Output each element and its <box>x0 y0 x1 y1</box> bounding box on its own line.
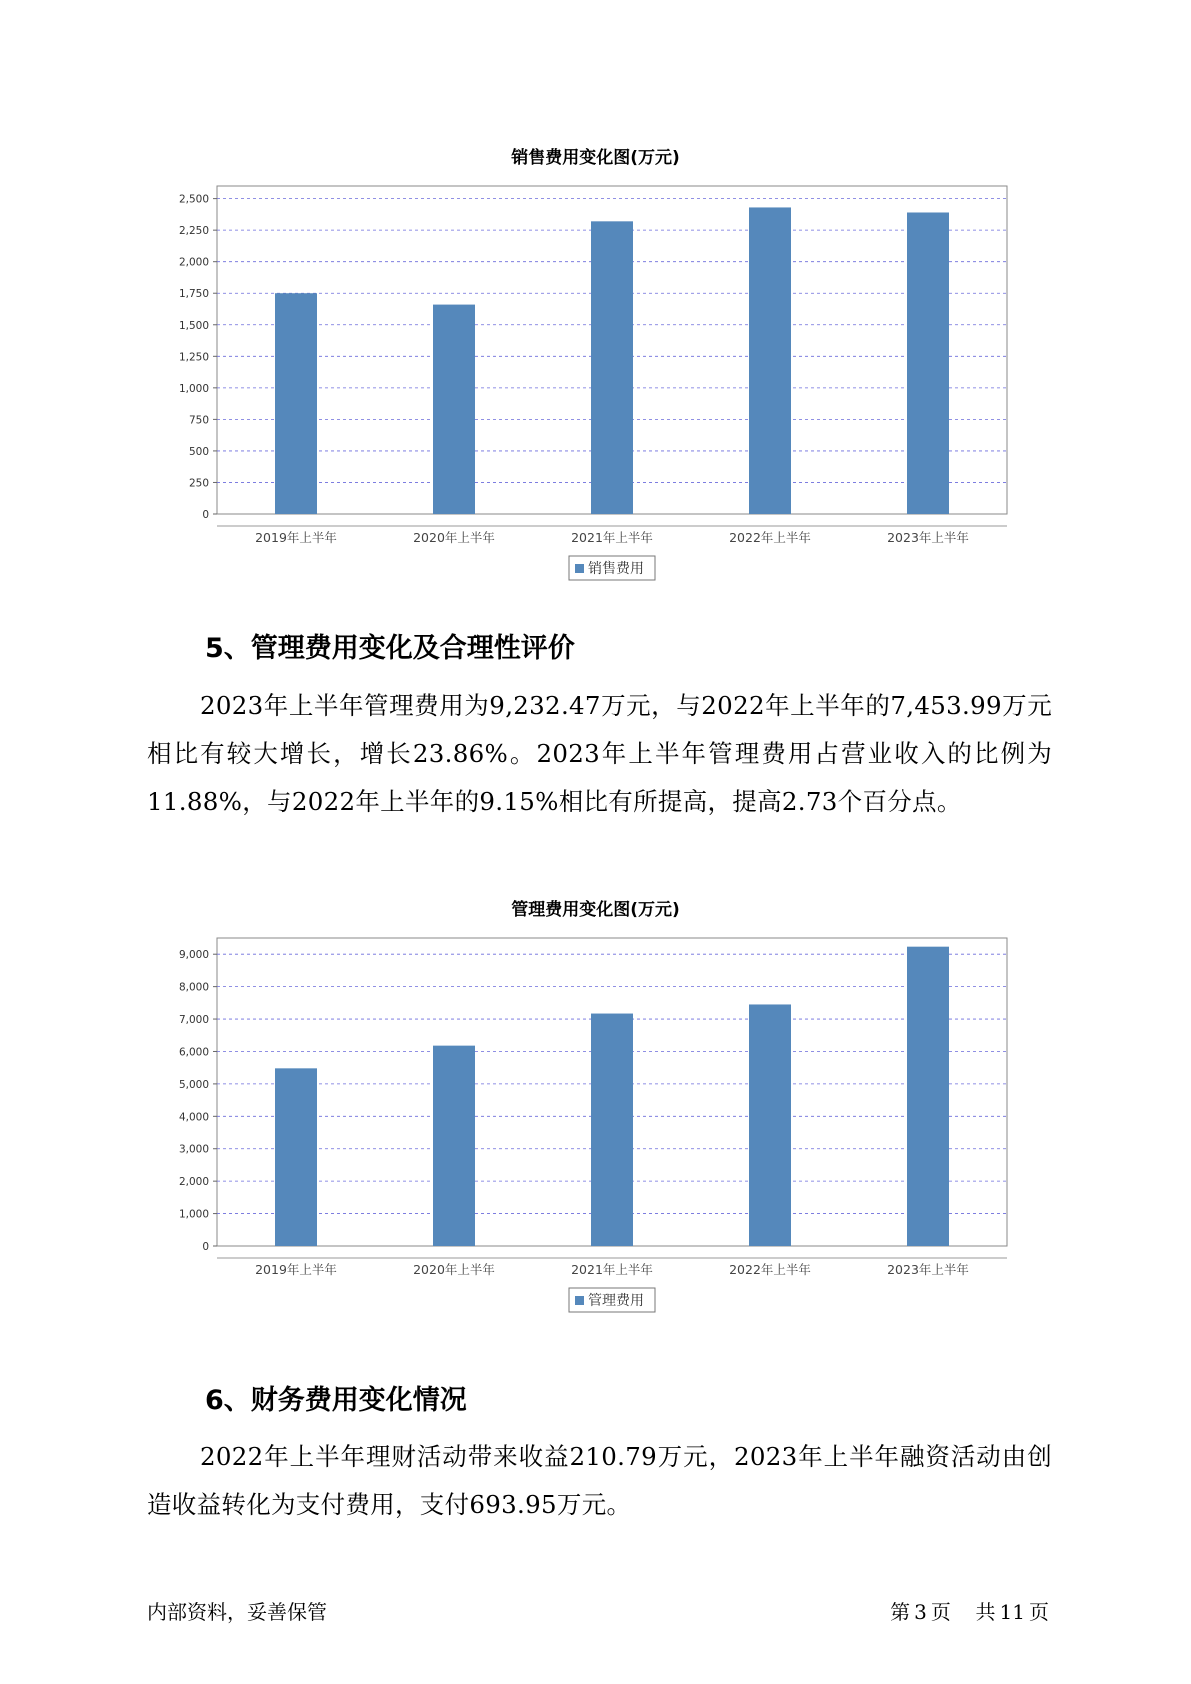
total-prefix: 共 <box>975 1600 996 1624</box>
sales-bar <box>749 207 791 514</box>
sales-ytick-label: 0 <box>202 509 209 521</box>
total-pages: 11 <box>999 1600 1025 1624</box>
section6-heading: 6、财务费用变化情况 <box>205 1385 467 1416</box>
mgmt-ytick-label: 4,000 <box>178 1111 209 1124</box>
sales-ytick-label: 2,000 <box>178 256 209 269</box>
page-prefix: 第 <box>890 1600 911 1624</box>
sales-bar <box>433 305 475 514</box>
mgmt-ytick-label: 7,000 <box>178 1014 209 1027</box>
mgmt-xtick-label: 2020年上半年 <box>413 1262 495 1277</box>
section6-paragraph: 2022年上半年理财活动带来收益210.79万元，2023年上半年融资活动由创造收益转化为支付费用，支付693.95万元。 <box>147 1442 1052 1519</box>
sales-chart-title: 销售费用变化图(万元) <box>511 148 680 168</box>
sales-xtick-label: 2022年上半年 <box>729 530 811 545</box>
footer-confidential: 内部资料，妥善保管 <box>147 1600 327 1624</box>
sales-ytick-label: 500 <box>188 445 209 458</box>
sales-ytick-label: 2,500 <box>178 193 209 206</box>
mgmt-xtick-label: 2019年上半年 <box>255 1262 337 1277</box>
sales-expense-chart <box>150 168 1020 598</box>
mgmt-xtick-label: 2022年上半年 <box>729 1262 811 1277</box>
sales-xtick-label: 2023年上半年 <box>887 530 969 545</box>
sales-legend-label: 销售费用 <box>588 561 644 577</box>
mgmt-expense-chart <box>150 920 1020 1340</box>
sales-bar <box>591 221 633 514</box>
mgmt-bar <box>275 1068 317 1246</box>
mgmt-ytick-label: 2,000 <box>178 1176 209 1189</box>
section5-heading: 5、管理费用变化及合理性评价 <box>205 633 575 664</box>
mgmt-xtick-label: 2023年上半年 <box>887 1262 969 1277</box>
sales-ytick-label: 1,000 <box>178 382 209 395</box>
mgmt-legend-label: 管理费用 <box>588 1293 644 1309</box>
mgmt-ytick-label: 6,000 <box>178 1046 209 1059</box>
sales-ytick-label: 1,500 <box>178 319 209 332</box>
mgmt-bar <box>907 947 949 1246</box>
mgmt-ytick-label: 1,000 <box>178 1208 209 1221</box>
sales-ytick-label: 1,250 <box>178 351 209 364</box>
mgmt-bar <box>591 1014 633 1246</box>
mgmt-ytick-label: 9,000 <box>178 949 209 962</box>
total-label: 页 <box>1029 1600 1049 1624</box>
page-number: 3 <box>914 1600 927 1624</box>
section5-paragraph: 2023年上半年管理费用为9,232.47万元，与2022年上半年的7,453.99万元相比有较大增长，增长23.86%。2023年上半年管理费用占营业收入的比例为11.88%，与2022年上半年的9.15%相比有所提高，提高2.73个百分点。 <box>147 691 1052 816</box>
mgmt-legend-swatch <box>575 1296 584 1305</box>
sales-ytick-label: 250 <box>188 477 209 490</box>
sales-xtick-label: 2019年上半年 <box>255 530 337 545</box>
sales-xtick-label: 2021年上半年 <box>571 530 653 545</box>
mgmt-xtick-label: 2021年上半年 <box>571 1262 653 1277</box>
mgmt-ytick-label: 3,000 <box>178 1143 209 1156</box>
sales-ytick-label: 2,250 <box>178 225 209 238</box>
sales-bar <box>275 293 317 514</box>
mgmt-ytick-label: 5,000 <box>178 1078 209 1091</box>
sales-bar <box>907 212 949 514</box>
mgmt-bar <box>433 1046 475 1246</box>
mgmt-chart-title: 管理费用变化图(万元) <box>511 900 680 920</box>
page-label: 页 <box>930 1600 951 1624</box>
sales-ytick-label: 750 <box>188 414 209 427</box>
mgmt-bar <box>749 1004 791 1246</box>
sales-legend-swatch <box>575 564 584 573</box>
sales-xtick-label: 2020年上半年 <box>413 530 495 545</box>
mgmt-ytick-label: 0 <box>202 1241 209 1253</box>
footer-page-info <box>888 1596 1051 1625</box>
sales-ytick-label: 1,750 <box>178 288 209 301</box>
mgmt-ytick-label: 8,000 <box>178 981 209 994</box>
